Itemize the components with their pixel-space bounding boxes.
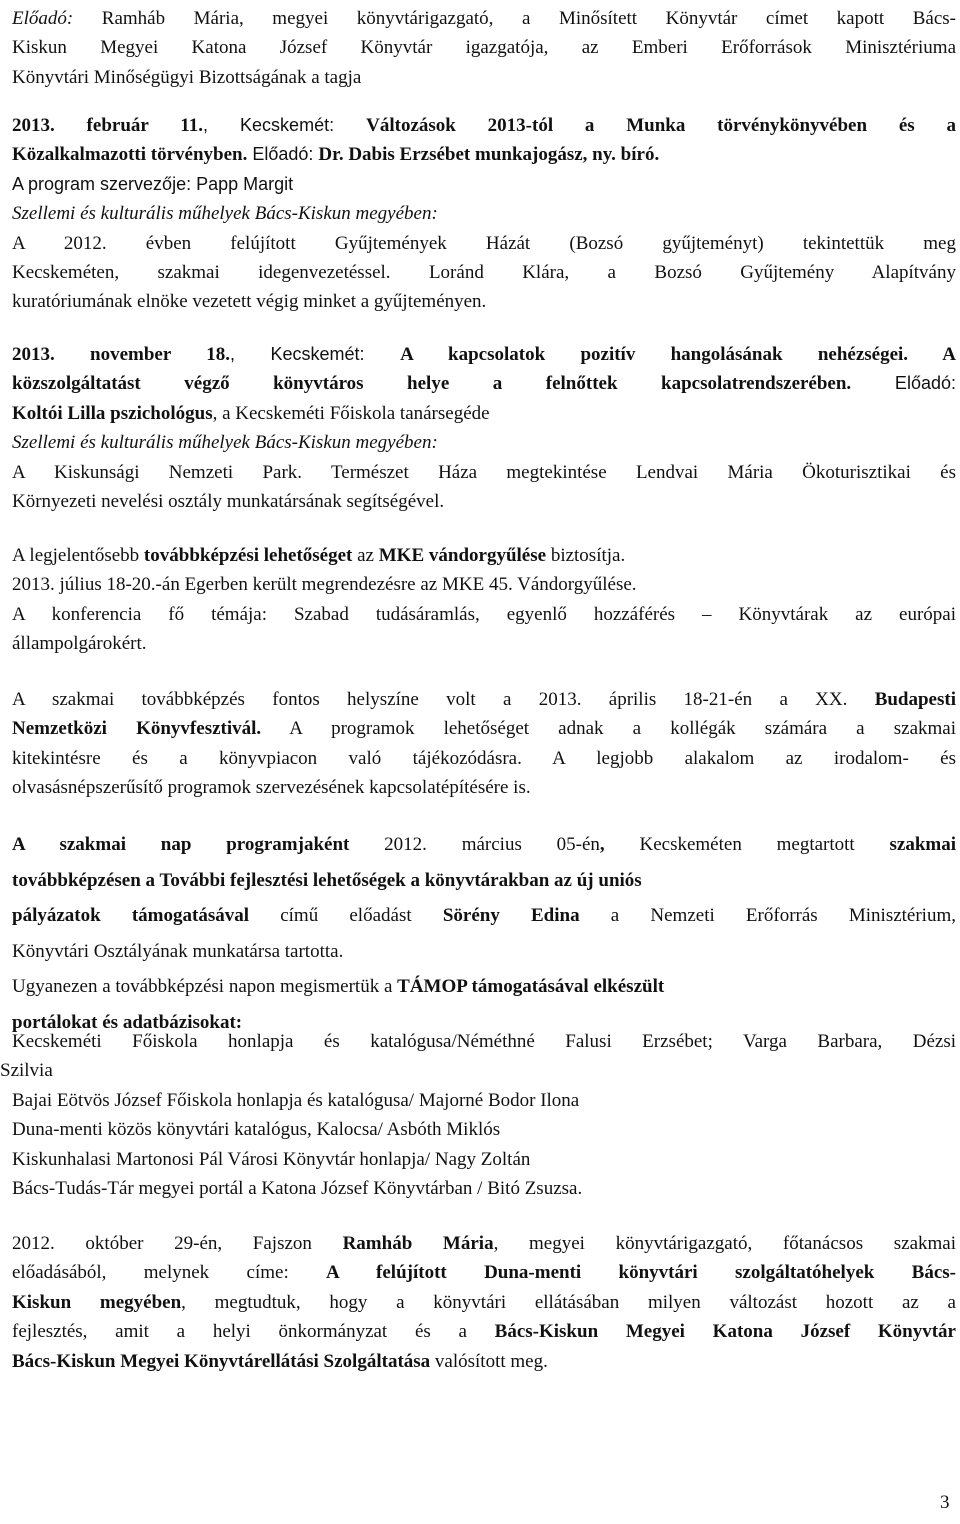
list-item: Kiskunhalasi Martonosi Pál Városi Könyvtár honlapja/ Nagy Zoltán (12, 1148, 531, 1170)
speaker-paragraph: Előadó: Ramháb Mária, megyei könyvtárigazgató, a Minősített Könyvtár címet kapott Bács- Kiskun Megyei Katona József Könyvtár igazgatója, az Emberi Erőforrások Minisztériuma Könyvtári Minőségügyi Bizottságának a tagja (12, 8, 956, 88)
professional-day-paragraph: A szakmai nap programjaként 2012. március 05-én, Kecskeméten megtartott szakmai továbbképzésen a További fejlesztési lehetőségek a könyvtárakban az új uniós pályázatok támogatásával című előadást Sörény Edina a Nemzeti Erőforrás Minisztérium, Könyvtári Osztályának munkatársa tartotta. Ugyanezen a továbbképzési napon megismertük a TÁMOP támogatásával elkészült portálokat és adatbázisokat: (12, 834, 957, 1033)
book-festival-paragraph: A szakmai továbbképzés fontos helyszíne volt a 2013. április 18-21-én a XX. Budapesti Nemzetközi Könyvfesztivál. A programok lehetőséget adnak a kollégák számára a szakmai kitekintésre és a könyvpiacon való tájékozódásra. A legjobb alakalom az irodalom- és olvasásnépszerűsítő programok szervezésének kapcsolatépítésére is. (12, 689, 957, 799)
page-number: 3 (940, 1492, 950, 1513)
fajsz-lecture-paragraph: 2012. október 29-én, Fajszon Ramháb Mária, megyei könyvtárigazgató, főtanácsos szakmai előadásából, melynek címe: A felújított Duna-menti könyvtári szolgáltatóhelyek Bács- Kiskun megyében, megtudtuk, hogy a könyvtári ellátásában milyen változást hozott az a fejlesztés, amit a helyi önkormányzat és a Bács-Kiskun Megyei Katona József Könyvtár Bács-Kiskun Megyei Könyvtárellátási Szolgáltatása valósított meg. (12, 1233, 957, 1372)
list-item: Duna-menti közös könyvtári katalógus, Kalocsa/ Asbóth Miklós (12, 1119, 501, 1141)
event-2013-february: 2013. február 11., Kecskemét: Változások 2013-tól a Munka törvénykönyvében és a Közalkalmazotti törvényben. Előadó: Dr. Dabis Erzsébet munkajogász, ny. bíró. A program szervezője: Papp Margit Szellemi és kulturális műhelyek Bács-Kiskun megyében: A 2012. évben felújított Gyűjtemények Házát (Bozsó gyűjteményt) tekintettük meg Kecskeméten, szakmai idegenvezetéssel. Loránd Klára, a Bozsó Gyűjtemény Alapítvány kuratóriumának elnöke vezetett végig minket a gyűjteményen. (12, 115, 956, 313)
list-item: Bács-Tudás-Tár megyei portál a Katona József Könyvtárban / Bitó Zsuzsa. (12, 1178, 583, 1200)
portals-list (0, 1027, 956, 1203)
list-item: Bajai Eötvös József Főiskola honlapja és katalógusa/ Majorné Bodor Ilona (12, 1089, 580, 1111)
list-item: Kecskeméti Főiskola honlapja és katalógusa/Néméthné Falusi Erzsébet; Varga Barbara, Dézsi (12, 1031, 956, 1052)
list-item: Szilvia (0, 1060, 53, 1082)
mke-conference-paragraph: A legjelentősebb továbbképzési lehetőséget az MKE vándorgyűlése biztosítja. 2013. július 18-20.-án Egerben került megrendezésre az MKE 45. Vándorgyűlése. A konferencia fő témája: Szabad tudásáramlás, egyenlő hozzáférés – Könyvtárak az európai állampolgárokért. (12, 545, 956, 655)
event-2013-november: 2013. november 18., Kecskemét: A kapcsolatok pozitív hangolásának nehézségei. A közszolgáltatást végző könyvtáros helye a felnőttek kapcsolatrendszerében. Előadó: Koltói Lilla pszichológus, a Kecskeméti Főiskola tanársegéde Szellemi és kulturális műhelyek Bács-Kiskun megyében: A Kiskunsági Nemzeti Park. Természet Háza megtekintése Lendvai Mária Ökoturisztikai és Környezeti nevelési osztály munkatársának segítségével. (12, 344, 956, 513)
